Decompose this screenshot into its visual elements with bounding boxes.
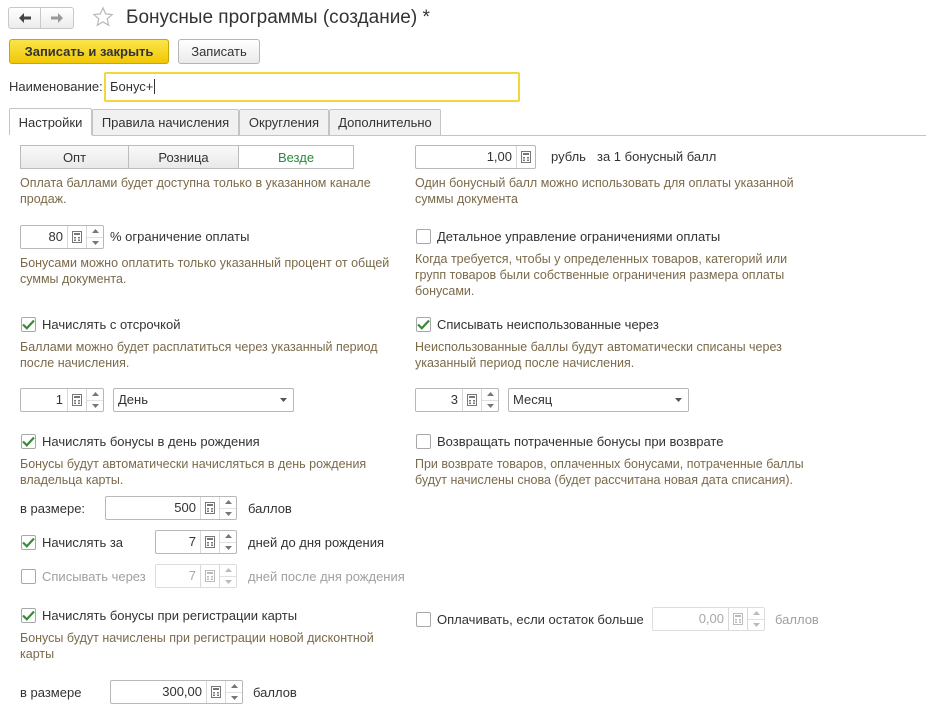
registration-label: Начислять бонусы при регистрации карты (42, 608, 298, 623)
birthday-before-days-input[interactable] (155, 530, 237, 554)
calculator-icon[interactable] (206, 681, 225, 703)
expire-count-input[interactable] (415, 388, 499, 412)
payment-limit-label: % ограничение оплаты (110, 229, 250, 244)
calculator-icon[interactable] (200, 531, 219, 553)
birthday-after-days-input[interactable] (155, 564, 237, 588)
stepper-down-icon (220, 577, 236, 588)
save-and-close-button[interactable]: Записать и закрыть (9, 39, 169, 64)
return-bonus-label: Возвращать потраченные бонусы при возврате (437, 434, 724, 449)
payment-limit-hint-line2: суммы документа. (20, 272, 127, 286)
return-bonus-hint-line2: будут начислены снова (будет рассчитана новая дата списания). (415, 473, 793, 487)
stepper-down-icon (748, 620, 764, 631)
return-bonus-checkbox[interactable] (416, 434, 431, 449)
calculator-icon[interactable] (516, 146, 535, 168)
tab-accrual-rules[interactable]: Правила начисления (92, 109, 239, 135)
birthday-amount-input[interactable] (105, 496, 237, 520)
birthday-checkbox[interactable] (21, 434, 36, 449)
payment-limit-input[interactable] (20, 225, 104, 249)
chevron-down-icon[interactable] (273, 389, 293, 411)
calculator-icon[interactable] (67, 226, 86, 248)
stepper[interactable] (219, 497, 236, 519)
rate-unit: рубль (551, 149, 586, 164)
stepper-down-icon[interactable] (87, 401, 103, 412)
expire-hint-line2: указанный период после начисления. (415, 356, 635, 370)
birthday-label: Начислять бонусы в день рождения (42, 434, 260, 449)
stepper-up-icon[interactable] (226, 681, 242, 693)
registration-hint-line2: карты (20, 647, 55, 661)
channel-hint-line2: продаж. (20, 192, 67, 206)
calculator-icon[interactable] (67, 389, 86, 411)
page-title: Бонусные программы (создание) * (126, 7, 430, 28)
expire-label: Списывать неиспользованные через (437, 317, 659, 332)
checkmark-icon (22, 436, 35, 447)
detailed-limits-checkbox[interactable] (416, 229, 431, 244)
birthday-after-days-value: 7 (188, 568, 196, 583)
payment-limit-value: 80 (48, 229, 63, 244)
deferred-checkbox[interactable] (21, 317, 36, 332)
name-label: Наименование: (9, 79, 103, 94)
birthday-before-days-value: 7 (188, 534, 196, 549)
pay-if-balance-checkbox[interactable] (416, 612, 431, 627)
checkmark-icon (22, 610, 35, 621)
birthday-before-label: Начислять за (42, 535, 124, 550)
tab-additional[interactable]: Дополнительно (329, 109, 441, 135)
stepper-up-icon[interactable] (87, 389, 103, 401)
stepper-down-icon[interactable] (226, 693, 242, 704)
expire-count-value: 3 (450, 392, 458, 407)
calculator-icon (728, 608, 747, 630)
deferred-label: Начислять с отсрочкой (42, 317, 181, 332)
name-value: Бонус+ (110, 79, 154, 94)
calculator-icon[interactable] (200, 497, 219, 519)
stepper-up-icon (220, 565, 236, 577)
stepper[interactable] (86, 226, 103, 248)
detailed-limits-hint-line2: групп товаров были собственные ограничения размера оплаты (415, 268, 785, 282)
birthday-before-checkbox[interactable] (21, 535, 36, 550)
pay-if-balance-unit: баллов (775, 612, 819, 627)
birthday-amount-value: 500 (174, 500, 196, 515)
expire-checkbox[interactable] (416, 317, 431, 332)
birthday-amount-unit: баллов (248, 501, 292, 516)
stepper-up-icon[interactable] (220, 531, 236, 543)
deferred-period-value: День (118, 392, 148, 407)
registration-amount-unit: баллов (253, 685, 297, 700)
detailed-limits-hint-line3: бонусами. (415, 284, 475, 298)
expire-hint-line1: Неиспользованные баллы будут автоматически списаны через (415, 340, 782, 354)
stepper[interactable] (225, 681, 242, 703)
expire-period-select[interactable] (508, 388, 689, 412)
registration-amount-value: 300,00 (162, 684, 202, 699)
favorite-star-icon[interactable] (92, 6, 114, 31)
birthday-hint-line1: Бонусы будут автоматически начисляться в день рождения (20, 457, 367, 471)
rate-input[interactable] (415, 145, 536, 169)
rate-hint-line1: Один бонусный балл можно использовать для оплаты указанной (415, 176, 794, 190)
birthday-after-checkbox[interactable] (21, 569, 36, 584)
pay-if-balance-value: 0,00 (698, 611, 724, 626)
channel-hint-line1: Оплата баллами будет доступна только в указанном канале (20, 176, 371, 190)
registration-amount-input[interactable] (110, 680, 243, 704)
stepper (747, 608, 764, 630)
arrow-left-icon (19, 13, 31, 23)
channel-option-wholesale[interactable]: Опт (20, 145, 129, 169)
stepper-down-icon[interactable] (220, 543, 236, 554)
registration-checkbox[interactable] (21, 608, 36, 623)
payment-limit-hint-line1: Бонусами можно оплатить только указанный процент от общей (20, 256, 390, 270)
checkmark-icon (417, 319, 430, 330)
tabs-divider (92, 135, 926, 136)
birthday-after-unit: дней после дня рождения (248, 569, 405, 584)
channel-option-everywhere[interactable]: Везде (239, 145, 354, 169)
stepper (219, 565, 236, 587)
stepper-down-icon[interactable] (87, 238, 103, 249)
calculator-icon (200, 565, 219, 587)
pay-if-balance-input[interactable] (652, 607, 765, 631)
deferred-period-select[interactable] (113, 388, 294, 412)
rate-value: 1,00 (486, 149, 512, 164)
detailed-limits-hint-line1: Когда требуется, чтобы у определенных товаров, категорий или (415, 252, 788, 266)
birthday-after-label: Списывать через (42, 569, 146, 584)
stepper-up-icon (748, 608, 764, 620)
birthday-before-unit: дней до дня рождения (248, 535, 385, 550)
stepper[interactable] (481, 389, 498, 411)
stepper-up-icon[interactable] (482, 389, 498, 401)
stepper[interactable] (86, 389, 103, 411)
pay-if-balance-label: Оплачивать, если остаток больше (437, 612, 644, 627)
back-button[interactable] (8, 7, 41, 29)
stepper-down-icon[interactable] (220, 509, 236, 520)
name-input[interactable] (104, 72, 520, 102)
birthday-amount-label: в размере: (20, 501, 86, 516)
channel-option-retail[interactable]: Розница (129, 145, 239, 169)
birthday-hint-line2: владельца карты. (20, 473, 124, 487)
save-button[interactable]: Записать (178, 39, 260, 64)
arrow-right-icon (51, 13, 63, 23)
rate-hint-line2: суммы документа (415, 192, 518, 206)
stepper-up-icon[interactable] (220, 497, 236, 509)
deferred-hint-line1: Баллами можно будет расплатиться через указанный период (20, 340, 378, 354)
checkmark-icon (22, 319, 35, 330)
registration-amount-label: в размере (20, 685, 82, 700)
deferred-count-input[interactable] (20, 388, 104, 412)
stepper-down-icon[interactable] (482, 401, 498, 412)
chevron-down-icon[interactable] (668, 389, 688, 411)
return-bonus-hint-line1: При возврате товаров, оплаченных бонусами, потраченные баллы (415, 457, 804, 471)
checkmark-icon (22, 537, 35, 548)
expire-period-value: Месяц (513, 392, 553, 407)
deferred-count-value: 1 (55, 392, 63, 407)
tab-rounding[interactable]: Округления (239, 109, 329, 135)
stepper-up-icon[interactable] (87, 226, 103, 238)
rate-per-label: за 1 бонусный балл (597, 149, 717, 164)
tab-settings[interactable]: Настройки (9, 108, 92, 135)
registration-hint-line1: Бонусы будут начислены при регистрации новой дисконтной (20, 631, 374, 645)
deferred-hint-line2: после начисления. (20, 356, 130, 370)
stepper[interactable] (219, 531, 236, 553)
calculator-icon[interactable] (462, 389, 481, 411)
forward-button[interactable] (41, 7, 74, 29)
detailed-limits-label: Детальное управление ограничениями оплаты (437, 229, 721, 244)
